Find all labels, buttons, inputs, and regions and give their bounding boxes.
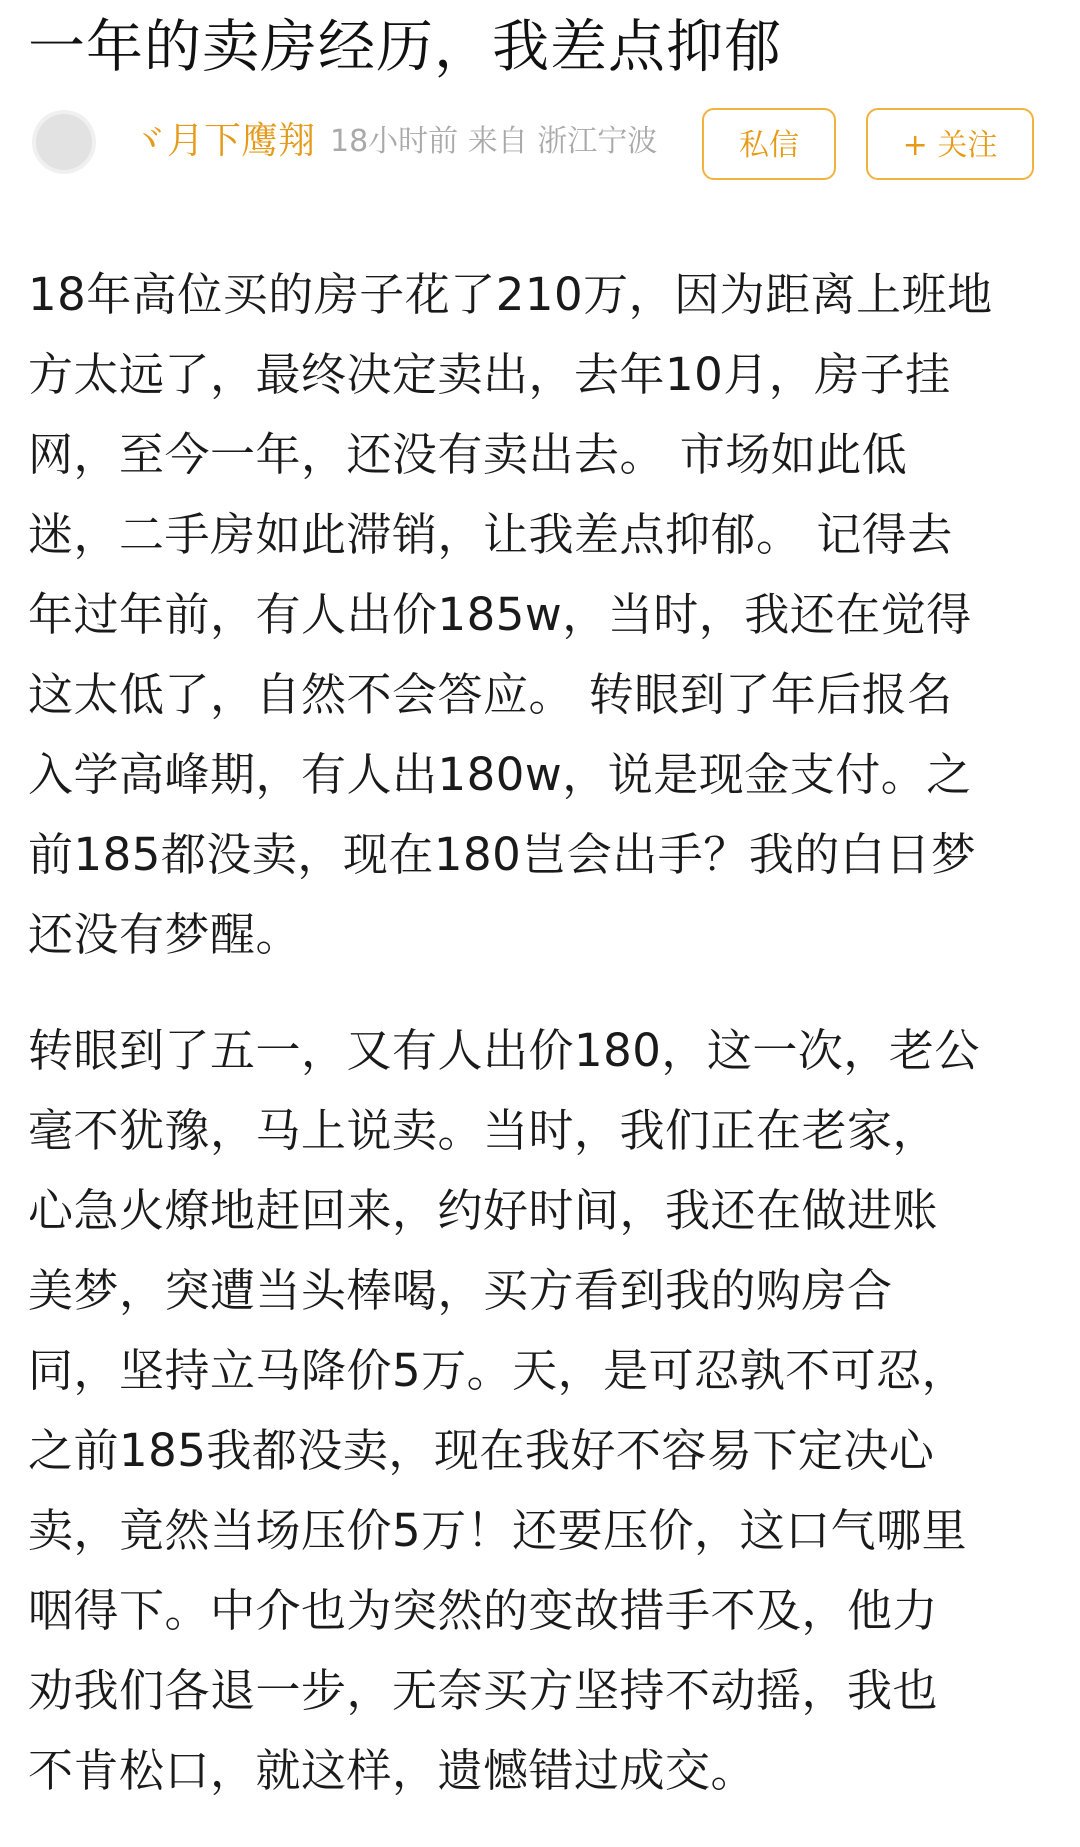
text-line: 同，坚持立马降价5万。天，是可忍孰不可忍， — [28, 1344, 968, 1397]
text-line: 转眼到了五一，又有人出价180，这一次，老公 — [28, 1024, 980, 1077]
follow-button[interactable]: + 关注 — [866, 108, 1034, 180]
author-row — [0, 100, 1080, 188]
post-paragraph — [28, 1011, 1058, 1811]
text-line: 方太远了，最终决定卖出，去年10月，房子挂 — [28, 348, 951, 401]
avatar[interactable] — [36, 114, 92, 170]
text-line: 心急火燎地赶回来，约好时间，我还在做进账 — [28, 1184, 939, 1237]
post-body — [28, 255, 1058, 1847]
post-title: 一年的卖房经历，我差点抑郁 — [28, 14, 782, 80]
text-line: 美梦，突遭当头棒喝，买方看到我的购房合 — [28, 1264, 893, 1317]
author-name[interactable]: ヾ月下鹰翔 — [130, 119, 315, 162]
text-line: 网，至今一年，还没有卖出去。 市场如此低 — [28, 428, 908, 481]
text-line: 卖，竟然当场压价5万！还要压价，这口气哪里 — [28, 1504, 968, 1557]
post-location: 浙江宁波 — [537, 124, 658, 159]
text-line: 迷，二手房如此滞销，让我差点抑郁。 记得去 — [28, 508, 953, 561]
message-button[interactable]: 私信 — [702, 108, 836, 180]
text-line: 咽得下。中介也为突然的变故措手不及，他力 — [28, 1584, 939, 1637]
text-line: 劝我们各退一步，无奈买方坚持不动摇，我也 — [28, 1664, 939, 1717]
text-line: 毫不犹豫，马上说卖。当时，我们正在老家， — [28, 1104, 939, 1157]
post-time: 18小时前 — [330, 124, 459, 159]
text-line: 入学高峰期，有人出180w，说是现金支付。之 — [28, 748, 972, 801]
text-line: 年过年前，有人出价185w，当时，我还在觉得 — [28, 588, 972, 641]
post-meta — [330, 122, 657, 162]
text-line: 不肯松口，就这样，遗憾错过成交。 — [28, 1744, 757, 1797]
text-line: 还没有梦醒。 — [28, 908, 302, 961]
text-line: 这太低了，自然不会答应。 转眼到了年后报名 — [28, 668, 953, 721]
post-paragraph — [28, 255, 1058, 975]
text-line: 前185都没卖，现在180岂会出手？我的白日梦 — [28, 828, 977, 881]
text-line: 之前185我都没卖，现在我好不容易下定决心 — [28, 1424, 935, 1477]
post-source-label: 来自 — [467, 124, 528, 159]
text-line: 18年高位买的房子花了210万，因为距离上班地 — [28, 268, 993, 321]
